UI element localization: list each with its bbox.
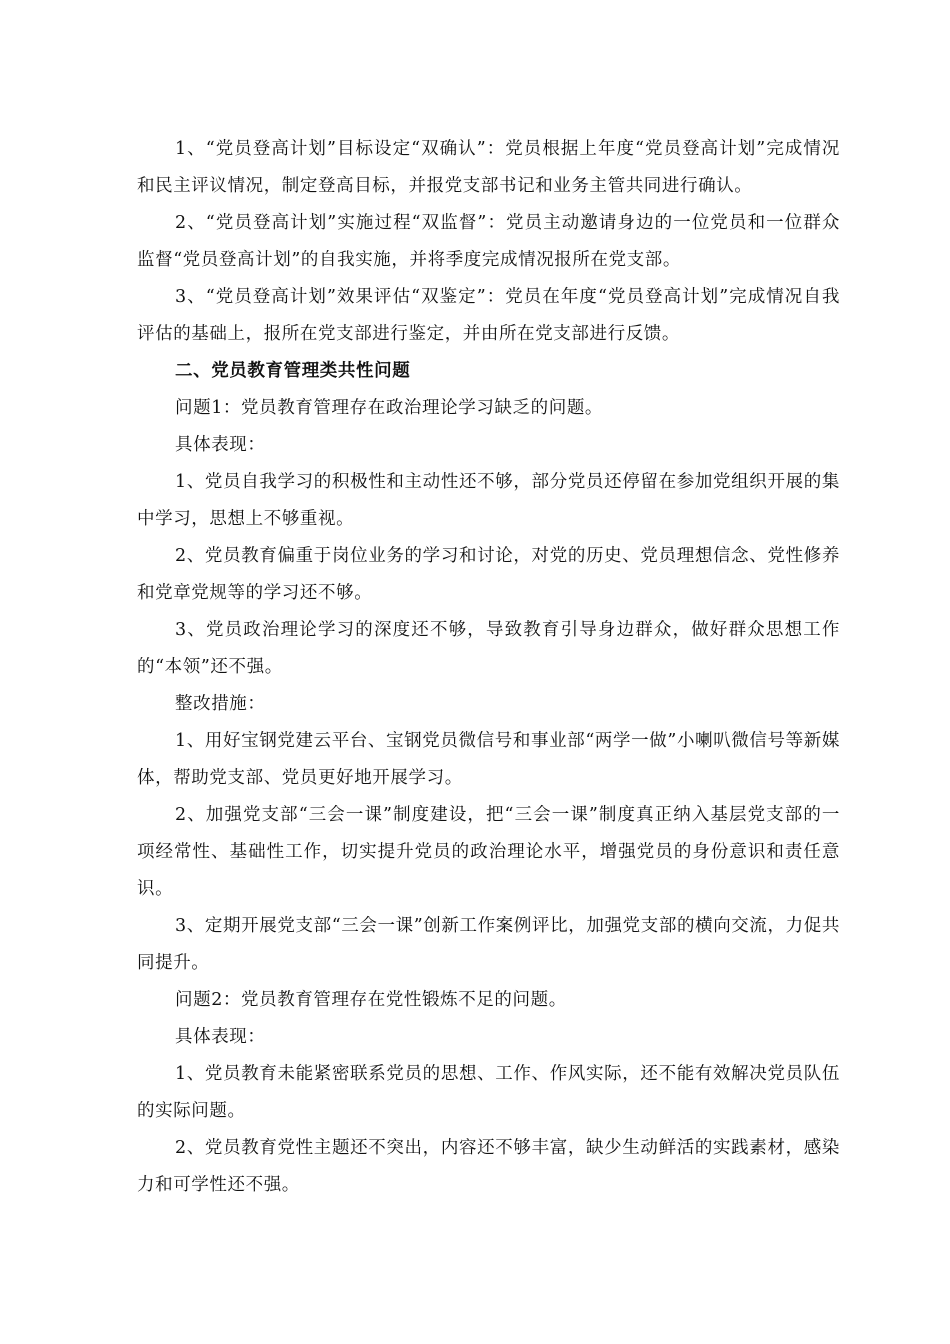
paragraph: 2、加强党支部“三会一课”制度建设，把“三会一课”制度真正纳入基层党支部的一项经常性、基础性工作，切实提升党员的政治理论水平，增强党员的身份意识和责任意识。 (137, 805, 840, 899)
paragraph: 2、党员教育党性主题还不突出，内容还不够丰富，缺少生动鲜活的实践素材，感染力和可学性还不强。 (137, 1138, 840, 1195)
paragraph: 1、用好宝钢党建云平台、宝钢党员微信号和事业部“两学一做”小喇叭微信号等新媒体，帮助党支部、党员更好地开展学习。 (137, 731, 840, 788)
paragraph: 2、党员教育偏重于岗位业务的学习和讨论，对党的历史、党员理想信念、党性修养和党章党规等的学习还不够。 (137, 546, 840, 603)
paragraph: 1、“党员登高计划”目标设定“双确认”：党员根据上年度“党员登高计划”完成情况和民主评议情况，制定登高目标，并报党支部书记和业务主管共同进行确认。 (137, 139, 840, 196)
paragraph: 问题2：党员教育管理存在党性锻炼不足的问题。 (175, 990, 567, 1010)
paragraph: 3、党员政治理论学习的深度还不够，导致教育引导身边群众，做好群众思想工作的“本领”还不强。 (137, 620, 840, 677)
paragraph: 1、党员自我学习的积极性和主动性还不够，部分党员还停留在参加党组织开展的集中学习，思想上不够重视。 (137, 472, 840, 529)
paragraph: 3、“党员登高计划”效果评估“双鉴定”：党员在年度“党员登高计划”完成情况自我评估的基础上，报所在党支部进行鉴定，并由所在党支部进行反馈。 (137, 287, 840, 344)
paragraph: 2、“党员登高计划”实施过程“双监督”：党员主动邀请身边的一位党员和一位群众监督“党员登高计划”的自我实施，并将季度完成情况报所在党支部。 (137, 213, 840, 270)
paragraph: 具体表现： (175, 1027, 266, 1047)
paragraph: 具体表现： (175, 435, 266, 455)
paragraph: 整改措施： (175, 694, 266, 714)
paragraph: 1、党员教育未能紧密联系党员的思想、工作、作风实际，还不能有效解决党员队伍的实际问题。 (137, 1064, 840, 1121)
paragraph: 问题1：党员教育管理存在政治理论学习缺乏的问题。 (175, 398, 604, 418)
section-heading: 二、党员教育管理类共性问题 (175, 361, 411, 381)
paragraph: 3、定期开展党支部“三会一课”创新工作案例评比，加强党支部的横向交流，力促共同提升。 (137, 916, 840, 973)
